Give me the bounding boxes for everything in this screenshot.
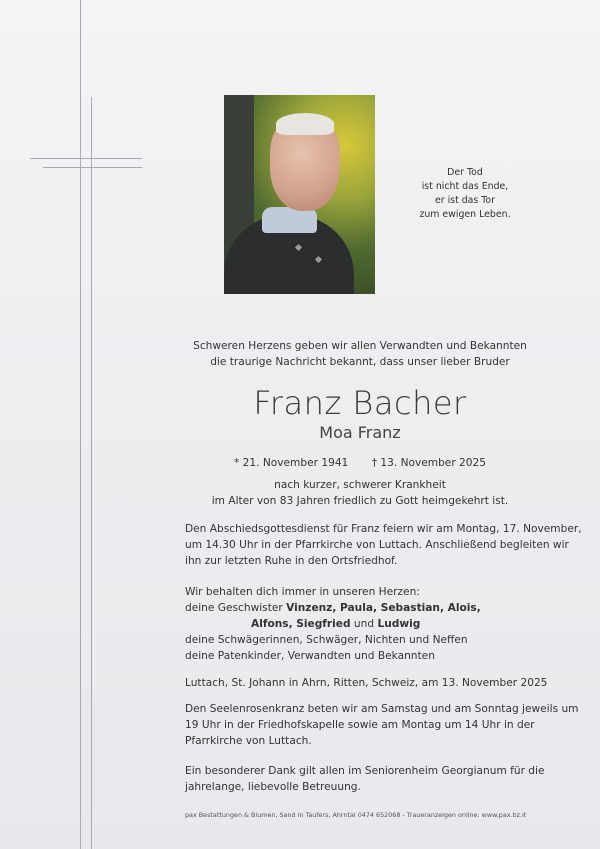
illness-text: nach kurzer, schwerer Krankheit im Alter von 83 Jahren friedlich zu Gott heimgekehrt ist. [211, 479, 509, 507]
cross-horizontal-line-inner [43, 167, 142, 168]
funeral-text: Den Abschiedsgottesdienst für Franz feiern wir am Montag, 17. November, um 14.30 Uhr in der Pfarrkirche von Luttach. Anschließend begleiten wir ihn zur letzten Ruhe in den Ortsfriedhof. [185, 523, 582, 567]
thanks-text: Ein besonderer Dank gilt allen im Seniorenheim Georgianum für die jahrelange, liebevolle Betreuung. [185, 765, 545, 793]
cross-horizontal-line [30, 158, 142, 159]
memorial-quote: Der Tod ist nicht das Ende, er ist das Tor zum ewigen Leben. [419, 167, 511, 220]
intro-text: Schweren Herzens geben wir allen Verwandten und Bekannten die traurige Nachricht bekannt, dass unser lieber Bruder [193, 340, 527, 368]
deceased-nickname: Moa Franz [319, 423, 401, 442]
death-date: † 13. November 2025 [371, 457, 487, 469]
cross-vertical-line [80, 0, 81, 849]
life-dates [150, 456, 570, 470]
cross-vertical-line-inner [91, 97, 92, 849]
place-date: Luttach, St. Johann in Ahrn, Ritten, Schweiz, am 13. November 2025 [185, 677, 548, 689]
birth-date: * 21. November 1941 [233, 457, 349, 469]
portrait-photo [224, 95, 375, 294]
siblings-names: Vinzenz, Paula, Sebastian, Alois, [286, 602, 481, 614]
deceased-name: Franz Bacher [253, 384, 467, 422]
rosary-text: Den Seelenrosenkranz beten wir am Samstag und am Sonntag jeweils um 19 Uhr in der Friedhofskapelle sowie am Montag um 14 Uhr in der Pfarrkirche von Luttach. [185, 703, 579, 747]
footer-credit: pax Bestattungen & Blumen, Sand in Taufers, Ahrntal 0474 652068 - Traueranzeigen online: www.pax.bz.it [185, 811, 527, 819]
family-list: Wir behalten dich immer in unseren Herzen: deine Geschwister Vinzenz, Paula, Sebastian, Alois, Alfons, Siegfried und Ludwig deine Schwägerinnen, Schwäger, Nichten und Neffen deine Patenkinder, Verwandten und Bekannten [185, 586, 481, 662]
